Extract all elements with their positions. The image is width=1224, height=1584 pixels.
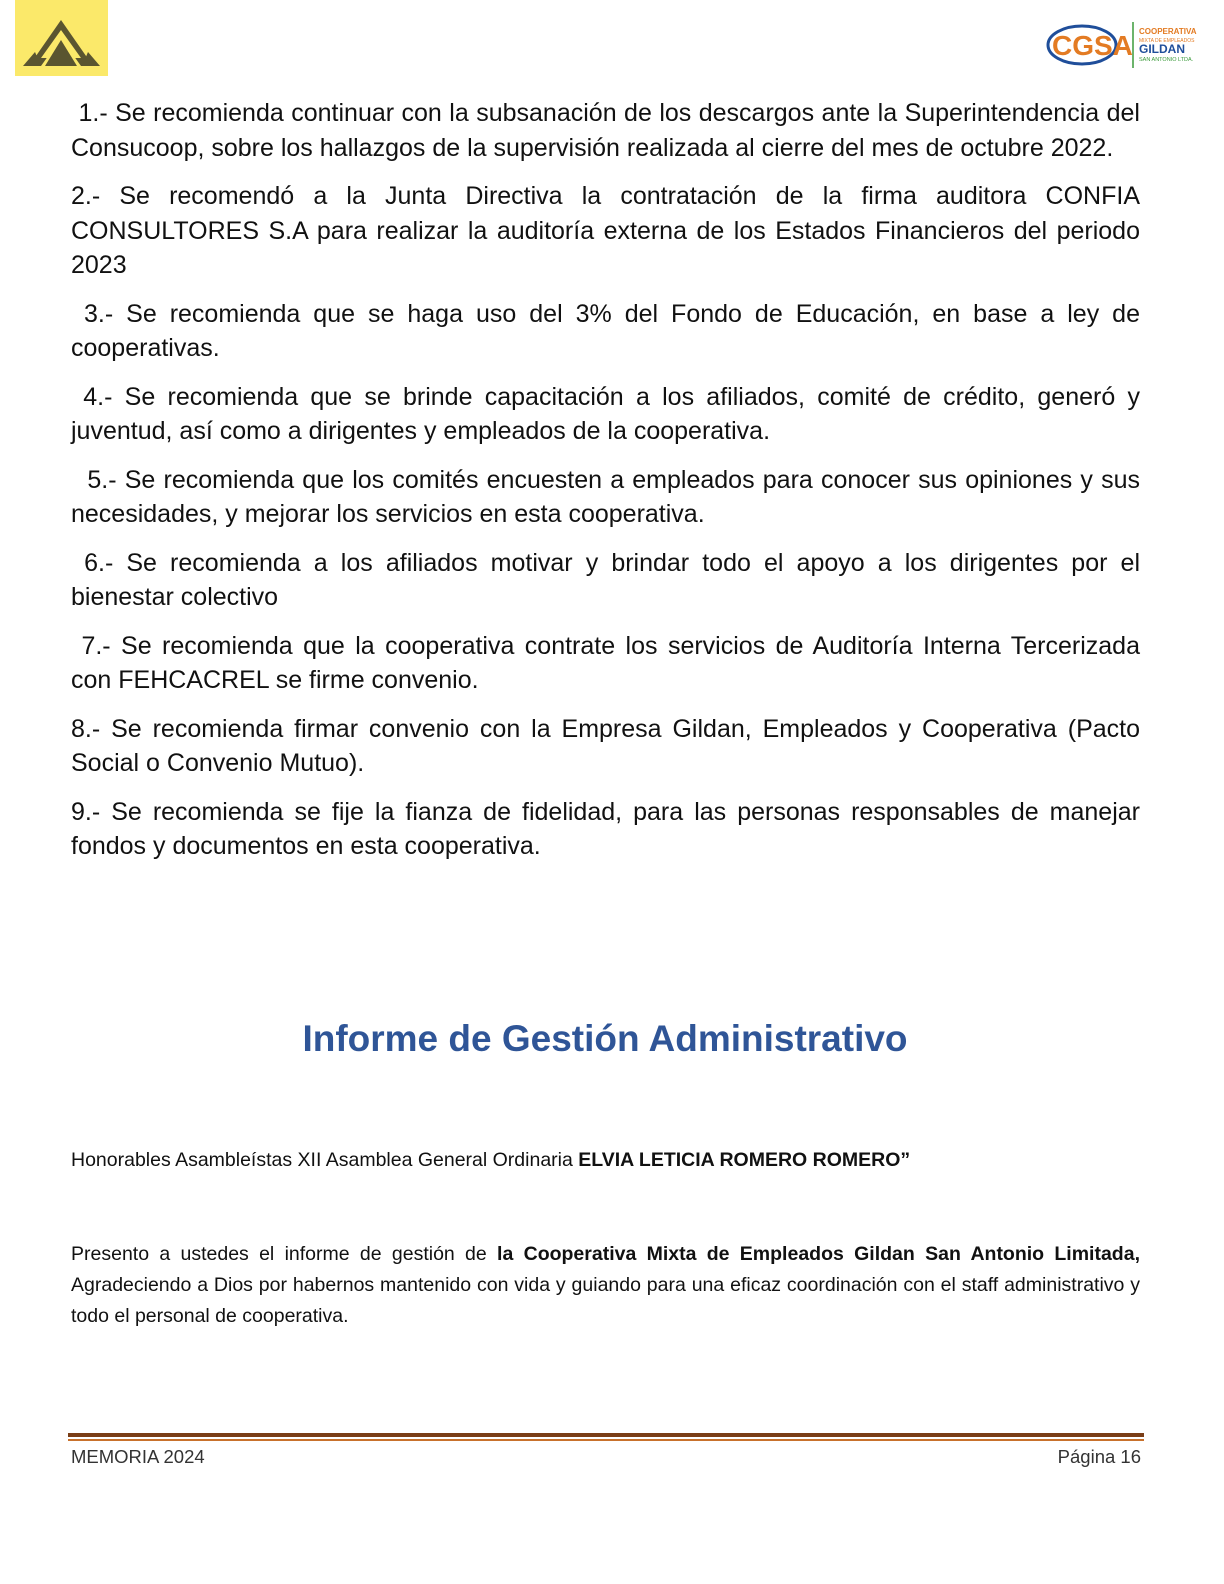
recommendation-item: 8.- Se recomienda firmar convenio con la Empresa Gildan, Empleados y Cooperativa (Pacto Social o Convenio Mutuo). <box>71 714 1147 777</box>
salutation <box>71 1147 1140 1173</box>
cgsa-line3: GILDAN <box>1139 42 1185 56</box>
stacked-arrow-logo-icon <box>15 0 108 76</box>
recommendation-item: 4.- Se recomienda que se brinde capacitación a los afiliados, comité de crédito, generó y juventud, así como a dirigentes y empleados de la cooperativa. <box>71 382 1147 445</box>
cgsa-line1: COOPERATIVA <box>1139 27 1197 36</box>
header-logo-left <box>15 0 108 76</box>
salutation-text: Honorables Asambleístas XII Asamblea General Ordinaria <box>71 1149 579 1171</box>
footer-document-title: MEMORIA 2024 <box>71 1446 205 1467</box>
recommendation-item: 7.- Se recomienda que la cooperativa contrate los servicios de Auditoría Interna Tercerizada con FEHCACREL se firme convenio. <box>71 631 1147 694</box>
footer-divider-accent <box>68 1439 1144 1441</box>
header-logo-right <box>1044 18 1209 73</box>
cgsa-logo-icon <box>1044 18 1209 73</box>
recommendation-item: 2.- Se recomendó a la Junta Directiva la contratación de la firma auditora CONFIA CONSULTORES S.A para realizar la auditoría externa de los Estados Financieros del periodo 2023 <box>71 182 1147 279</box>
cgsa-mark: CGSA <box>1052 30 1133 61</box>
recommendation-item: 5.- Se recomienda que los comités encuesten a empleados para conocer sus opiniones y sus necesidades, y mejorar los servicios en esta cooperativa. <box>71 465 1147 528</box>
intro-lead: Presento a ustedes el informe de gestión de <box>71 1243 498 1265</box>
cgsa-line2: MIXTA DE EMPLEADOS <box>1139 38 1195 44</box>
recommendation-item: 6.- Se recomienda a los afiliados motivar y brindar todo el apoyo a los dirigentes por el bienestar colectivo <box>71 548 1147 611</box>
intro-rest: Agradeciendo a Dios por habernos mantenido con vida y guiando para una eficaz coordinación con el staff administrativo y todo el personal de cooperativa. <box>71 1243 1146 1327</box>
recommendation-item: 3.- Se recomienda que se haga uso del 3% del Fondo de Educación, en base a ley de cooperativas. <box>71 299 1147 362</box>
section-title: Informe de Gestión Administrativo <box>302 1018 908 1059</box>
intro-paragraph <box>71 1239 1146 1332</box>
intro-organization: la Cooperativa Mixta de Empleados Gildan San Antonio Limitada, <box>497 1243 1140 1265</box>
footer-page-number: Página 16 <box>1057 1446 1141 1467</box>
recommendation-item: 1.- Se recomienda continuar con la subsanación de los descargos ante la Superintendencia del Consucoop, sobre los hallazgos de la supervisión realizada al cierre del mes de octubre 2022. <box>71 99 1147 162</box>
cgsa-line4: SAN ANTONIO LTDA. <box>1139 57 1194 63</box>
footer-divider <box>68 1433 1144 1437</box>
recommendations-list <box>71 96 1147 878</box>
recommendation-item: 9.- Se recomienda se fije la fianza de fidelidad, para las personas responsables de manejar fondos y documentos en esta cooperativa. <box>71 797 1147 860</box>
salutation-name: ELVIA LETICIA ROMERO ROMERO” <box>578 1149 911 1171</box>
